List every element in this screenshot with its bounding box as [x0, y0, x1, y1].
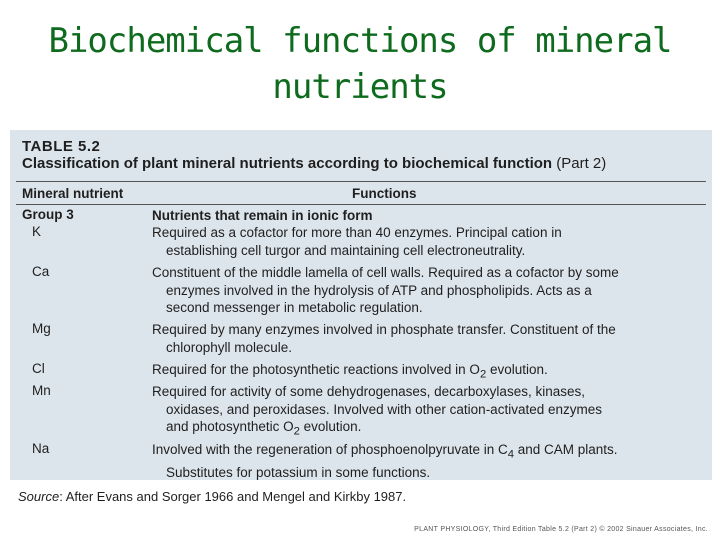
function-line: Required for activity of some dehydrogenases, decarboxylases, kinases,: [152, 384, 585, 399]
table-caption-part: (Part 2): [556, 155, 607, 172]
source-label: Source: [18, 489, 60, 504]
function-line-text: evolution.: [486, 362, 548, 377]
nutrient-symbol-na: Na: [32, 441, 50, 456]
function-text-na: [152, 441, 702, 482]
function-line: establishing cell turgor and maintaining cell electroneutrality.: [166, 242, 526, 258]
table-source: [18, 489, 406, 504]
function-line: Required by many enzymes involved in phosphate transfer. Constituent of the: [152, 322, 616, 337]
function-line-text: evolution.: [299, 419, 362, 434]
function-line-text: Required for the photosynthetic reactions involved in O: [152, 362, 480, 377]
table-rule-header: [16, 204, 706, 205]
nutrient-table: [10, 130, 712, 480]
function-text-ca: [152, 264, 702, 317]
function-line: Required as a cofactor for more than 40 enzymes. Principal cation in: [152, 225, 562, 240]
function-line: [152, 361, 702, 384]
function-line-text: and CAM plants.: [514, 442, 618, 457]
subscript: 4: [507, 448, 514, 461]
table-label: TABLE 5.2: [22, 138, 101, 155]
subscript: 2: [479, 368, 487, 381]
function-line: oxidases, and peroxidases. Involved with other cation-activated enzymes: [166, 401, 602, 417]
function-text-mn: [152, 383, 702, 441]
nutrient-symbol-mg: Mg: [32, 321, 51, 336]
nutrient-symbol-cl: Cl: [32, 361, 45, 376]
function-line: [152, 441, 702, 464]
function-line: Constituent of the middle lamella of cell walls. Required as a cofactor by some: [152, 265, 619, 280]
function-line: Substitutes for potassium in some functions.: [166, 465, 431, 481]
function-line-text: Involved with the regeneration of phosphoenolpyruvate in C: [152, 442, 508, 457]
slide-title-line1: Biochemical functions of mineral: [48, 21, 672, 61]
column-header-functions: Functions: [352, 186, 417, 201]
column-header-nutrient: Mineral nutrient: [22, 186, 124, 201]
subscript: 2: [293, 425, 300, 438]
copyright-credit: PLANT PHYSIOLOGY, Third Edition Table 5.2 (Part 2) © 2002 Sinauer Associates, Inc.: [414, 526, 708, 533]
function-line-text: and photosynthetic O: [166, 419, 294, 434]
table-caption-title: Classification of plant mineral nutrients according to biochemical function: [22, 155, 553, 172]
function-text-k: [152, 224, 702, 259]
source-text: : After Evans and Sorger 1966 and Mengel and Kirkby 1987.: [59, 489, 407, 504]
function-text-mg: [152, 321, 702, 356]
function-line: chlorophyll molecule.: [166, 339, 293, 355]
slide-title-line2: nutrients: [272, 67, 448, 107]
function-line: second messenger in metabolic regulation.: [166, 300, 423, 315]
table-caption: [22, 155, 606, 172]
slide-title: [0, 18, 720, 110]
group-name: Group 3: [22, 207, 74, 222]
function-text-cl: [152, 361, 702, 384]
function-line: enzymes involved in the hydrolysis of ATP and phospholipids. Acts as a: [166, 282, 592, 298]
function-line: [152, 418, 702, 441]
table-rule-top: [16, 181, 706, 182]
nutrient-symbol-ca: Ca: [32, 264, 50, 279]
group-description: Nutrients that remain in ionic form: [152, 208, 373, 223]
nutrient-symbol-mn: Mn: [32, 383, 51, 398]
nutrient-symbol-k: K: [32, 224, 42, 239]
